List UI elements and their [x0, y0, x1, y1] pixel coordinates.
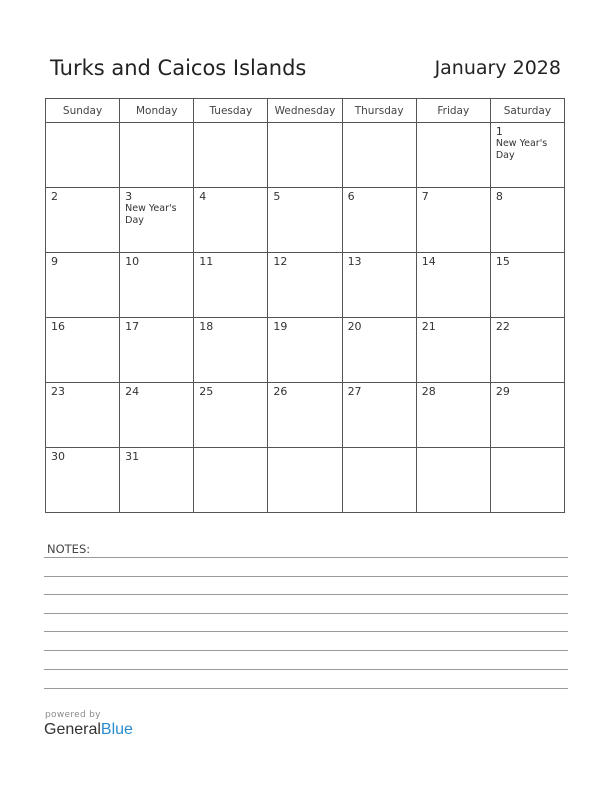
note-line: [44, 688, 568, 689]
day-cell: [268, 253, 342, 318]
note-line: [44, 631, 568, 632]
day-number: 3: [125, 190, 133, 203]
note-line: [44, 576, 568, 577]
day-number: 23: [51, 385, 65, 398]
logo-text-general: General: [44, 721, 101, 738]
day-number: [46, 123, 119, 125]
day-number: 27: [347, 385, 362, 398]
weekday-saturday: Saturday: [490, 99, 564, 123]
day-number: 12: [273, 255, 288, 268]
day-cell: [490, 383, 564, 448]
day-cell: [490, 253, 564, 318]
day-number: [268, 123, 341, 125]
weekday-friday: Friday: [416, 99, 490, 123]
day-number: 15: [495, 255, 510, 268]
calendar-body: [46, 123, 565, 513]
day-cell: [268, 448, 342, 513]
day-number: 7: [421, 190, 429, 203]
day-cell: [46, 448, 120, 513]
weekday-sunday: Sunday: [46, 99, 120, 123]
week-row: [46, 318, 565, 383]
day-cell: [194, 448, 268, 513]
day-cell: [46, 253, 120, 318]
day-cell: [194, 253, 268, 318]
day-number: [417, 123, 490, 125]
day-number: 1: [495, 125, 503, 138]
day-number: 31: [125, 450, 140, 463]
day-number: 9: [51, 255, 58, 268]
day-number: 16: [51, 320, 65, 333]
weekday-header-row: [46, 99, 565, 123]
note-line: [44, 650, 568, 651]
day-cell: [342, 448, 416, 513]
day-cell: [194, 188, 268, 253]
note-line: [44, 557, 568, 558]
day-cell: [416, 253, 490, 318]
day-number: [268, 448, 341, 450]
day-cell: [120, 123, 194, 188]
day-number: [343, 123, 416, 125]
day-number: 2: [51, 190, 58, 203]
note-line: [44, 669, 568, 670]
day-cell: [490, 318, 564, 383]
holiday-label: New Year's Day: [495, 138, 548, 161]
weekday-tuesday: Tuesday: [194, 99, 268, 123]
day-cell: [268, 188, 342, 253]
day-number: [343, 448, 416, 450]
day-number: 24: [125, 385, 140, 398]
day-cell: [46, 383, 120, 448]
day-cell: [268, 383, 342, 448]
day-cell: [46, 123, 120, 188]
day-number: [194, 448, 267, 450]
day-number: 26: [273, 385, 288, 398]
day-cell: [342, 318, 416, 383]
calendar-month: January 2028: [434, 57, 561, 79]
day-number: 11: [199, 255, 214, 268]
weekday-thursday: Thursday: [342, 99, 416, 123]
powered-by-text: powered by: [45, 710, 101, 720]
notes-label: NOTES:: [47, 542, 91, 556]
calendar-title: Turks and Caicos Islands: [50, 56, 307, 80]
day-cell: [194, 318, 268, 383]
day-cell: [416, 383, 490, 448]
day-number: 21: [421, 320, 436, 333]
day-cell: [342, 383, 416, 448]
logo-text-blue: Blue: [100, 721, 133, 738]
week-row: [46, 383, 565, 448]
day-cell: [490, 188, 564, 253]
week-row: [46, 253, 565, 318]
day-number: 22: [495, 320, 510, 333]
day-cell: [46, 188, 120, 253]
day-cell: [268, 123, 342, 188]
day-cell: [268, 318, 342, 383]
day-cell: [416, 318, 490, 383]
day-number: 17: [125, 320, 140, 333]
day-number: [491, 448, 564, 450]
day-cell: [490, 448, 564, 513]
day-number: 13: [347, 255, 362, 268]
day-cell: [120, 253, 194, 318]
day-cell: [120, 188, 194, 253]
day-number: 5: [273, 190, 281, 203]
day-cell: [416, 448, 490, 513]
day-number: 18: [199, 320, 214, 333]
day-cell: [46, 318, 120, 383]
day-number: 19: [273, 320, 288, 333]
day-number: 8: [495, 190, 503, 203]
generalblue-logo[interactable]: [44, 721, 133, 739]
day-cell: [194, 123, 268, 188]
day-cell: [120, 383, 194, 448]
day-cell: [342, 188, 416, 253]
week-row: [46, 448, 565, 513]
calendar-grid: [45, 98, 565, 513]
note-line: [44, 613, 568, 614]
weekday-wednesday: Wednesday: [268, 99, 342, 123]
day-cell: [342, 123, 416, 188]
day-number: [417, 448, 490, 450]
day-number: 20: [347, 320, 362, 333]
day-cell: [120, 318, 194, 383]
day-number: 10: [125, 255, 140, 268]
note-line: [44, 594, 568, 595]
day-number: [120, 123, 193, 125]
day-cell: [416, 123, 490, 188]
day-number: 29: [495, 385, 510, 398]
day-number: 14: [421, 255, 436, 268]
day-cell: [120, 448, 194, 513]
day-number: 30: [51, 450, 65, 463]
day-number: 25: [199, 385, 214, 398]
day-cell: [416, 188, 490, 253]
day-number: 4: [199, 190, 207, 203]
week-row: [46, 188, 565, 253]
week-row: [46, 123, 565, 188]
day-cell: [490, 123, 564, 188]
day-cell: [342, 253, 416, 318]
day-number: 6: [347, 190, 355, 203]
day-number: 28: [421, 385, 436, 398]
day-cell: [194, 383, 268, 448]
day-number: [194, 123, 267, 125]
holiday-label: New Year's Day: [125, 203, 177, 226]
weekday-monday: Monday: [120, 99, 194, 123]
